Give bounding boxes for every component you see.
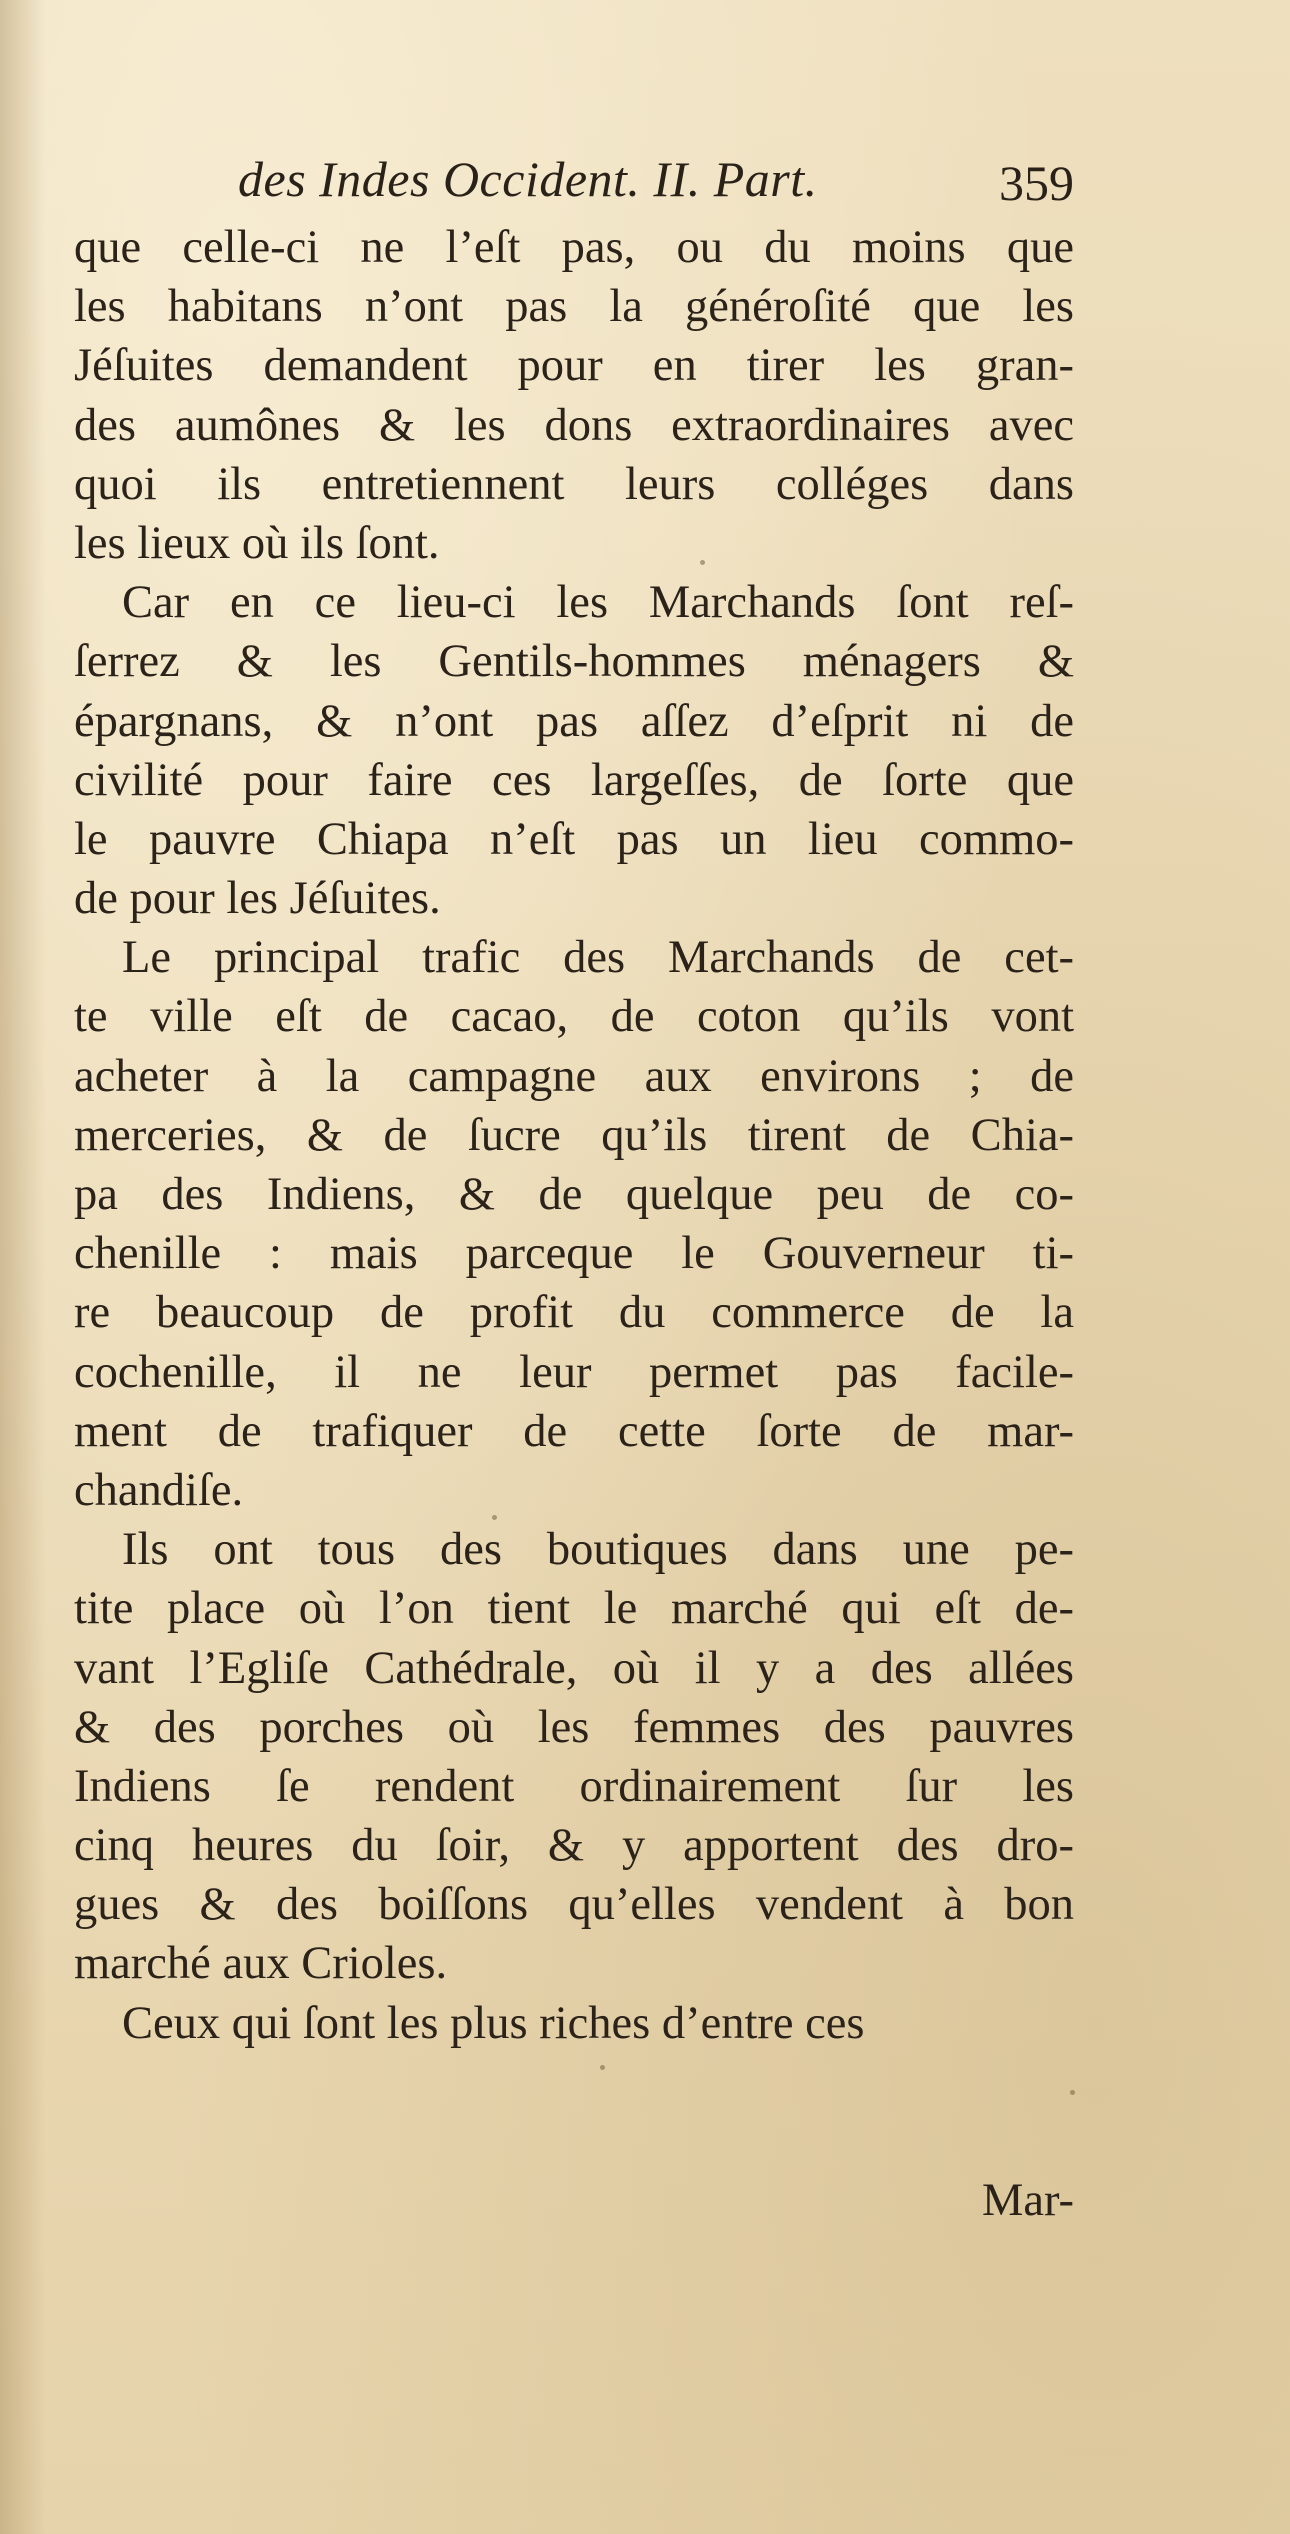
text-line: ſerrez & les Gentils-hommes ménagers & (74, 636, 1074, 688)
text-line: & des porches où les femmes des pauvres (74, 1701, 1074, 1753)
text-line: quoi ils entretiennent leurs colléges dans (74, 458, 1074, 510)
text-line: merceries, & de ſucre qu’ils tirent de Chia- (74, 1109, 1074, 1161)
text-line: ment de trafiquer de cette ſorte de mar- (74, 1405, 1074, 1457)
body-text (74, 218, 1074, 2053)
text-line: tite place où l’on tient le marché qui eſt de- (74, 1583, 1074, 1635)
text-line: gues & des boiſſons qu’elles vendent à bon (74, 1879, 1074, 1931)
paper-speck (492, 1515, 497, 1520)
paper-speck (700, 560, 705, 565)
text-line: chenille : mais parceque le Gouverneur ti- (74, 1228, 1074, 1280)
gutter-shadow (0, 0, 46, 2534)
text-line: Jéſuites demandent pour en tirer les gran- (74, 340, 1074, 392)
text-line: vant l’Egliſe Cathédrale, où il y a des allées (74, 1642, 1074, 1694)
text-line: marché aux Crioles. (74, 1938, 448, 1990)
text-line: cinq heures du ſoir, & y apportent des dro- (74, 1820, 1074, 1872)
paragraph-start-line: Le principal trafic des Marchands de cet- (122, 932, 1074, 984)
text-line: le pauvre Chiapa n’eſt pas un lieu commo- (74, 813, 1074, 865)
text-line: chandiſe. (74, 1464, 244, 1516)
paragraph-start-line: Ceux qui ſont les plus riches d’entre ces (122, 1997, 865, 2049)
running-head: des Indes Occident. II. Part. (238, 151, 818, 207)
text-line: te ville eſt de cacao, de coton qu’ils vont (74, 991, 1074, 1043)
text-line: les lieux où ils ſont. (74, 517, 440, 569)
text-line: des aumônes & les dons extraordinaires avec (74, 399, 1074, 451)
text-line: Indiens ſe rendent ordinairement ſur les (74, 1760, 1074, 1812)
paper-speck (600, 2065, 605, 2070)
text-line: pa des Indiens, & de quelque peu de co- (74, 1169, 1074, 1220)
catchword: Mar- (981, 2175, 1074, 2226)
text-line: civilité pour faire ces largeſſes, de ſorte que (74, 754, 1074, 806)
page-number: 359 (999, 155, 1074, 211)
text-line: épargnans, & n’ont pas aſſez d’eſprit ni de (74, 695, 1074, 747)
text-line: acheter à la campagne aux environs ; de (74, 1050, 1074, 1102)
paragraph-start-line: Ils ont tous des boutiques dans une pe- (122, 1524, 1074, 1576)
text-line: que celle-ci ne l’eſt pas, ou du moins que (74, 222, 1074, 273)
text-line: cochenille, il ne leur permet pas facile- (74, 1346, 1074, 1398)
text-line: re beaucoup de profit du commerce de la (74, 1287, 1074, 1339)
paragraph-start-line: Car en ce lieu-ci les Marchands ſont reſ- (122, 577, 1074, 629)
paper-speck (1070, 2090, 1075, 2095)
text-line: les habitans n’ont pas la généroſité que les (74, 281, 1074, 333)
page-header (238, 140, 1074, 210)
text-line: de pour les Jéſuites. (74, 873, 441, 925)
